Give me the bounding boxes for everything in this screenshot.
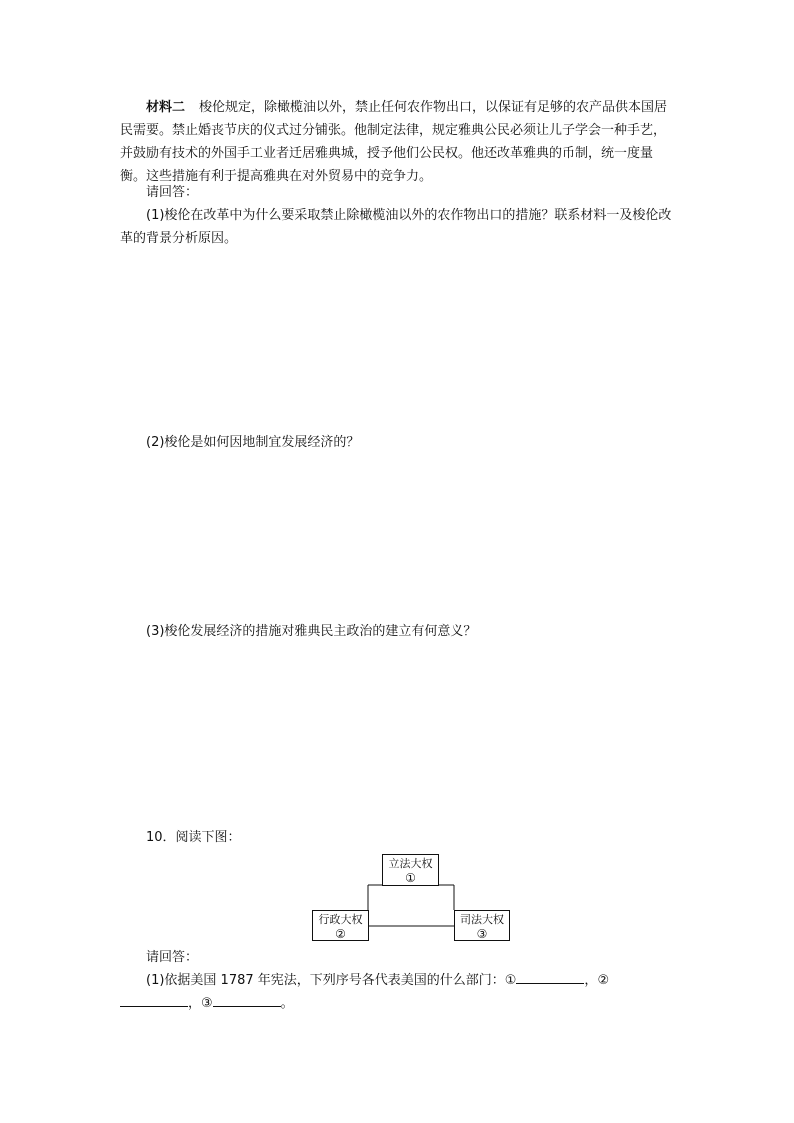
question-10-1-text: (1)依据美国 1787 年宪法，下列序号各代表美国的什么部门： (146, 973, 505, 988)
answer-blank-3[interactable] (213, 992, 281, 1007)
question-1: (1)梭伦在改革中为什么要采取禁止除橄榄油以外的农作物出口的措施？联系材料一及梭伦改革的背景分析原因。 (120, 208, 672, 246)
legislative-number: ① (405, 871, 416, 885)
marker-2: ② (597, 973, 610, 988)
material-two-text: 梭伦规定，除橄榄油以外，禁止任何农作物出口，以保证有足够的农产品供本国居民需要。禁止婚丧节庆的仪式过分铺张。他制定法律，规定雅典公民必须让儿子学会一种手艺，并鼓励有技术的外国手工业者迁居雅典城，授予他们公民权。他还改革雅典的币制，统一度量衡。这些措施有利于提高雅典在对外贸易中的竞争力。 (120, 100, 668, 184)
legislative-label: 立法大权 (388, 857, 433, 870)
question-10-prompt: 请回答： (146, 950, 199, 965)
question-3: (3)梭伦发展经济的措施对雅典民主政治的建立有何意义？ (146, 624, 477, 639)
question-10-title: 10．阅读下图： (146, 830, 241, 845)
executive-label: 行政大权 (318, 913, 363, 926)
question-2: (2)梭伦是如何因地制宜发展经济的？ (146, 435, 360, 450)
marker-3: ③ (201, 996, 213, 1011)
question-10-1 (120, 969, 676, 1015)
separation-of-powers-diagram (312, 854, 512, 944)
answer-prompt: 请回答： (146, 185, 199, 200)
material-two-label: 材料二 (146, 100, 186, 115)
answer-blank-2[interactable] (120, 992, 188, 1007)
executive-number: ② (335, 927, 346, 941)
separator-1: ， (584, 973, 598, 988)
executive-box (312, 910, 369, 941)
legislative-box (382, 854, 439, 886)
judicial-box (454, 910, 510, 941)
judicial-label: 司法大权 (460, 913, 504, 926)
separator-2: ， (188, 996, 202, 1011)
end-mark: 。 (280, 996, 294, 1011)
answer-blank-1[interactable] (516, 969, 584, 984)
material-two-paragraph (120, 96, 676, 188)
marker-1: ① (504, 973, 517, 988)
judicial-number: ③ (476, 927, 488, 941)
